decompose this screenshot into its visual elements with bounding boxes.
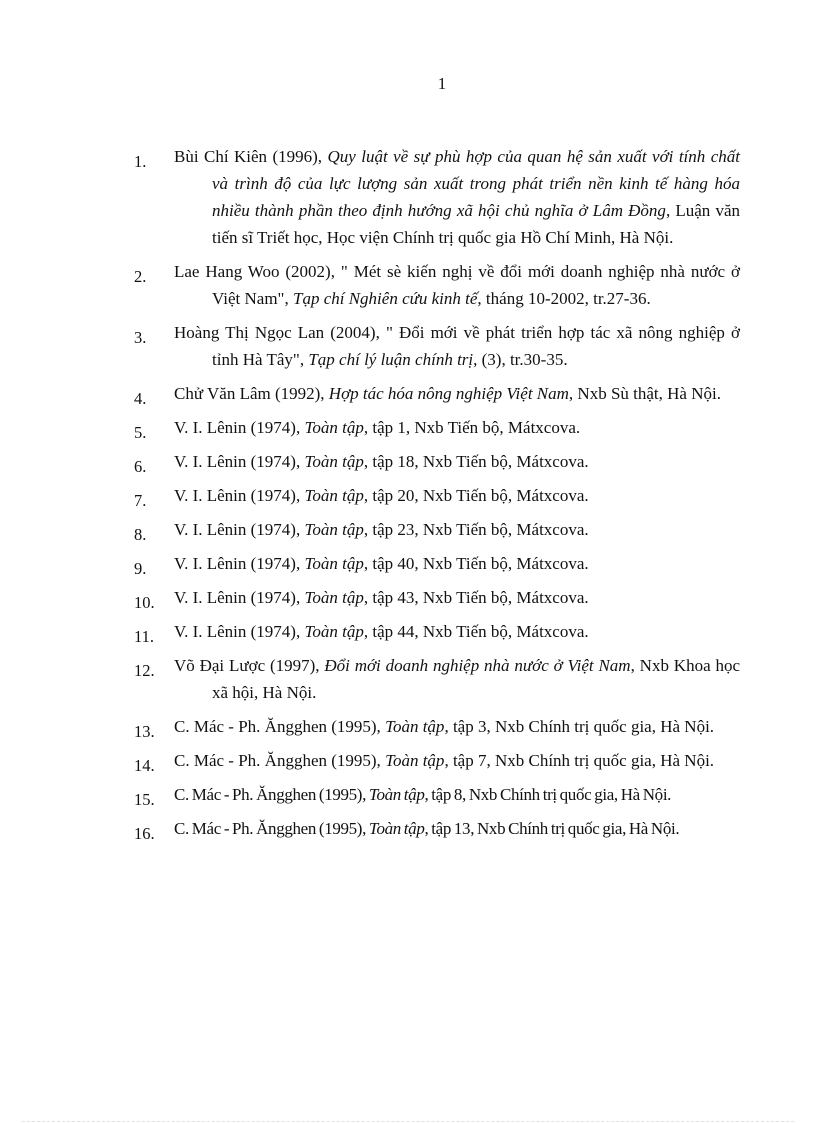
reference-title: Toàn tập	[385, 751, 445, 770]
reference-number: 7.	[134, 491, 147, 510]
reference-author-year: Võ Đại Lược (1997),	[174, 656, 325, 675]
reference-item	[134, 815, 740, 842]
page-number: 1	[437, 74, 447, 93]
reference-publication: , tập 23, Nxb Tiến bộ, Mátxcova.	[363, 520, 589, 539]
reference-title: Đổi mới doanh nghiệp nhà nước ở Việt Nam	[324, 656, 631, 675]
reference-publication: , (3), tr.30-35.	[473, 350, 568, 369]
reference-number: 15.	[134, 790, 155, 809]
reference-item	[134, 414, 740, 441]
reference-author-year: V. I. Lênin (1974),	[174, 452, 305, 471]
reference-author-year: Hoàng Thị Ngọc Lan (2004), " Đổi mới về phát triển hợp tác xã nông nghiệp ở tỉnh Hà Tây",	[174, 323, 740, 369]
reference-title: Toàn tập	[304, 588, 364, 607]
reference-title: Tạp chí Nghiên cứu kinh tế,	[292, 289, 482, 308]
reference-number: 9.	[134, 559, 147, 578]
reference-author-year: V. I. Lênin (1974),	[174, 554, 305, 573]
reference-author-year: V. I. Lênin (1974),	[174, 622, 305, 641]
reference-text	[174, 319, 740, 373]
reference-title: Toàn tập	[304, 622, 364, 641]
reference-text	[174, 516, 740, 543]
reference-author-year: C. Mác - Ph. Ăngghen (1995),	[174, 717, 386, 736]
page-bottom-divider	[22, 1121, 794, 1122]
reference-publication: , tập 44, Nxb Tiến bộ, Mátxcova.	[363, 622, 589, 641]
reference-text	[174, 482, 740, 509]
reference-text	[174, 380, 740, 407]
reference-number: 13.	[134, 722, 155, 741]
reference-number: 5.	[134, 423, 147, 442]
reference-author-year: V. I. Lênin (1974),	[174, 486, 305, 505]
reference-item	[134, 713, 740, 740]
reference-number: 16.	[134, 824, 155, 843]
reference-item	[134, 143, 740, 251]
reference-number: 10.	[134, 593, 155, 612]
reference-publication: , tập 18, Nxb Tiến bộ, Mátxcova.	[363, 452, 589, 471]
reference-title: Toàn tập	[304, 418, 364, 437]
reference-publication: , Luận văn tiến sĩ Triết học, Học viện Chính trị quốc gia Hồ Chí Minh, Hà Nội.	[212, 201, 740, 247]
reference-number: 14.	[134, 756, 155, 775]
reference-text	[174, 815, 740, 842]
reference-item	[134, 482, 740, 509]
reference-item	[134, 380, 740, 407]
reference-author-year: C. Mác - Ph. Ăngghen (1995),	[174, 751, 386, 770]
reference-number: 8.	[134, 525, 147, 544]
reference-list	[134, 143, 740, 849]
reference-text	[174, 652, 740, 706]
reference-publication: , tập 43, Nxb Tiến bộ, Mátxcova.	[363, 588, 589, 607]
reference-author-year: V. I. Lênin (1974),	[174, 520, 305, 539]
reference-item	[134, 448, 740, 475]
reference-author-year: V. I. Lênin (1974),	[174, 418, 305, 437]
reference-author-year: V. I. Lênin (1974),	[174, 588, 305, 607]
reference-text	[174, 747, 740, 774]
reference-number: 11.	[134, 627, 155, 646]
reference-title: Quy luật về sự phù hợp của quan hệ sản xuất với tính chất và trình độ của lực lượng sản xuất trong phát triển nền kinh tế hàng hóa nhiều thành phần theo định hướng xã hội chủ nghĩa ở Lâm Đồng	[212, 147, 740, 220]
reference-title: Toàn tập	[304, 452, 364, 471]
reference-number: 2.	[134, 267, 147, 286]
reference-title: Hợp tác hóa nông nghiệp Việt Nam	[328, 384, 569, 403]
reference-title: Toàn tập	[304, 554, 364, 573]
reference-item	[134, 258, 740, 312]
reference-item	[134, 652, 740, 706]
reference-title: Tạp chí lý luận chính trị	[308, 350, 474, 369]
reference-publication: , tập 40, Nxb Tiến bộ, Mátxcova.	[363, 554, 589, 573]
reference-text	[174, 143, 740, 251]
reference-author-year: C. Mác - Ph. Ăngghen (1995),	[174, 819, 369, 838]
reference-publication: , tập 7, Nxb Chính trị quốc gia, Hà Nội.	[444, 751, 715, 770]
reference-text	[174, 618, 740, 645]
reference-number: 12.	[134, 661, 155, 680]
reference-item	[134, 516, 740, 543]
reference-item	[134, 618, 740, 645]
reference-publication: , Nxb Sù thật, Hà Nội.	[568, 384, 721, 403]
reference-item	[134, 584, 740, 611]
reference-text	[174, 550, 740, 577]
reference-text	[174, 448, 740, 475]
reference-publication: tháng 10-2002, tr.27-36.	[481, 289, 651, 308]
reference-text	[174, 713, 740, 740]
reference-publication: , tập 3, Nxb Chính trị quốc gia, Hà Nội.	[444, 717, 715, 736]
reference-text	[174, 584, 740, 611]
reference-publication: , tập 20, Nxb Tiến bộ, Mátxcova.	[363, 486, 589, 505]
reference-author-year: Lae Hang Woo (2002), " Mét sè kiến nghị về đổi mới doanh nghiệp nhà nước ở Việt Nam",	[174, 262, 740, 308]
reference-publication: , tập 13, Nxb Chính trị quốc gia, Hà Nội.	[424, 819, 680, 838]
reference-number: 4.	[134, 389, 147, 408]
reference-title: Toàn tập	[368, 819, 425, 838]
reference-publication: , tập 1, Nxb Tiến bộ, Mátxcova.	[363, 418, 581, 437]
reference-author-year: C. Mác - Ph. Ăngghen (1995),	[174, 785, 369, 804]
reference-author-year: Chử Văn Lâm (1992),	[174, 384, 329, 403]
reference-publication: , tập 8, Nxb Chính trị quốc gia, Hà Nội.	[424, 785, 672, 804]
reference-text	[174, 258, 740, 312]
reference-number: 6.	[134, 457, 147, 476]
reference-title: Toàn tập	[368, 785, 425, 804]
reference-item	[134, 781, 740, 808]
reference-number: 3.	[134, 328, 147, 347]
reference-title: Toàn tập	[385, 717, 445, 736]
reference-author-year: Bùi Chí Kiên (1996),	[174, 147, 328, 166]
reference-item	[134, 319, 740, 373]
reference-text	[174, 781, 740, 808]
reference-publication: , Nxb Khoa học xã hội, Hà Nội.	[212, 656, 740, 702]
reference-item	[134, 747, 740, 774]
reference-title: Toàn tập	[304, 520, 364, 539]
reference-item	[134, 550, 740, 577]
reference-number: 1.	[134, 152, 147, 171]
reference-text	[174, 414, 740, 441]
reference-title: Toàn tập	[304, 486, 364, 505]
